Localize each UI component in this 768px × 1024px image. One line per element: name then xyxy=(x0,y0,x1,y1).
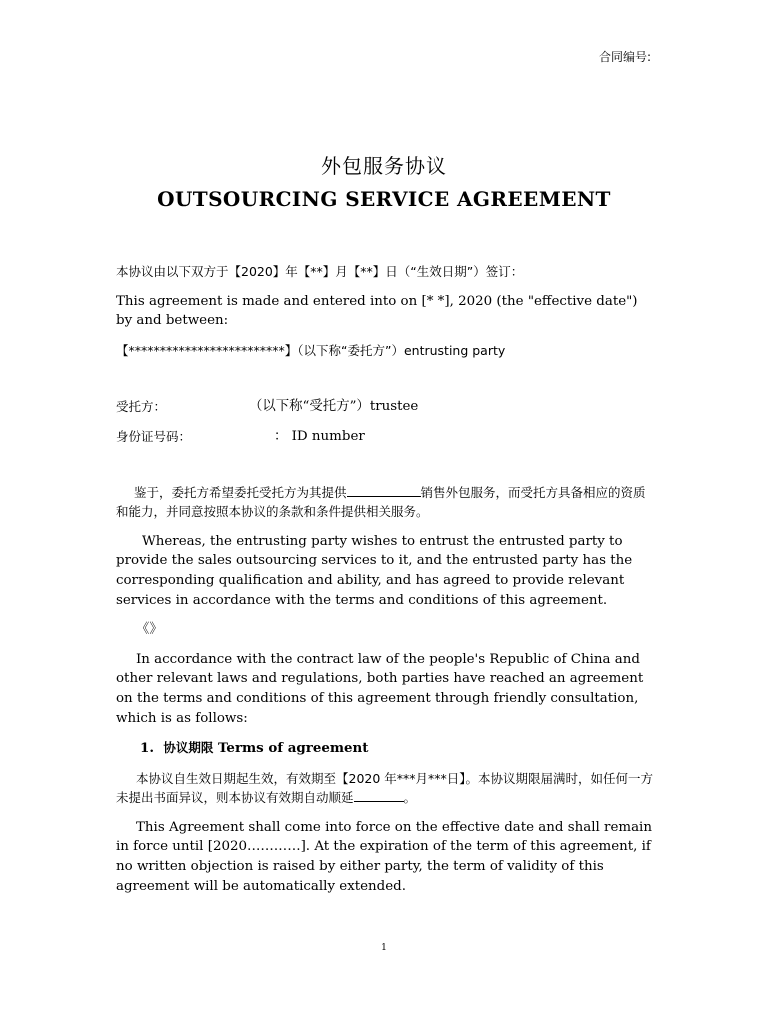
consultation-en: In accordance with the contract law of the people's Republic of China and other relevant laws and regulations, both parties have reached an agreement on the terms and conditions of this agreement through friendly consultation, which is as follows: xyxy=(116,651,644,726)
party-a-text: 【*************************】（以下称“委托方”）entrusting party xyxy=(116,342,506,358)
whereas-en: Whereas, the entrusting party wishes to entrust the entrusted party to provide the sales outsourcing services to it, and the entrusted party has the corresponding qualification and ability, and has agreed to provide relevant services in accordance with the terms and conditions of this agreement. xyxy=(116,533,633,608)
section-1-cn xyxy=(116,769,656,808)
blank-service-type xyxy=(347,483,421,497)
whereas-cn xyxy=(116,483,656,522)
party-b-value: （以下称“受托方”）trustee xyxy=(249,399,419,415)
section-1-cn-before: 本协议自生效日期起生效，有效期至【2020 年***月***日】。本协议期限届满时，如任何一方未提出书面异议，则本协议有效期自动顺延 xyxy=(116,770,654,806)
title-english: OUTSOURCING SERVICE AGREEMENT xyxy=(157,187,611,211)
id-value: ： ID number xyxy=(274,428,365,444)
page-number: 1 xyxy=(381,943,387,953)
section-1-number: 1. xyxy=(140,740,154,757)
contract-number-label: 合同编号: xyxy=(598,50,651,64)
section-1-cn-after: 。 xyxy=(403,790,417,806)
id-label: 身份证号码： xyxy=(116,428,192,444)
section-1-heading xyxy=(116,738,656,759)
agreement-body xyxy=(116,262,656,906)
law-reference: 《》 xyxy=(136,622,163,638)
whereas-cn-after: 销售外包服务，而受托方具备相应的资质和能力，并同意按照本协议的条款和条件提供相关服务。 xyxy=(116,484,646,520)
party-b-label: 受托方： xyxy=(116,399,167,415)
party-b-row xyxy=(116,397,656,417)
section-1-en: This Agreement shall come into force on the effective date and shall remain in force until [2020…………]. At the expiration of the term of this agreement, if no written objection is raised by either party, the term of validity of this agreement will be automatically extended. xyxy=(116,819,652,894)
whereas-cn-before: 鉴于，委托方希望委托受托方为其提供 xyxy=(134,484,347,500)
title-chinese: 外包服务协议 xyxy=(321,154,447,178)
section-1-title-cn: 协议期限 xyxy=(163,740,214,756)
intro-cn: 本协议由以下双方于【2020】年【**】月【**】日（“生效日期”）签订： xyxy=(116,264,524,279)
intro-en: This agreement is made and entered into on [* *], 2020 (the "effective date") by and between: xyxy=(116,293,638,329)
id-row xyxy=(116,427,656,447)
party-a-line xyxy=(116,341,656,362)
section-1-title-en: Terms of agreement xyxy=(218,740,369,757)
blank-extension xyxy=(354,788,404,802)
